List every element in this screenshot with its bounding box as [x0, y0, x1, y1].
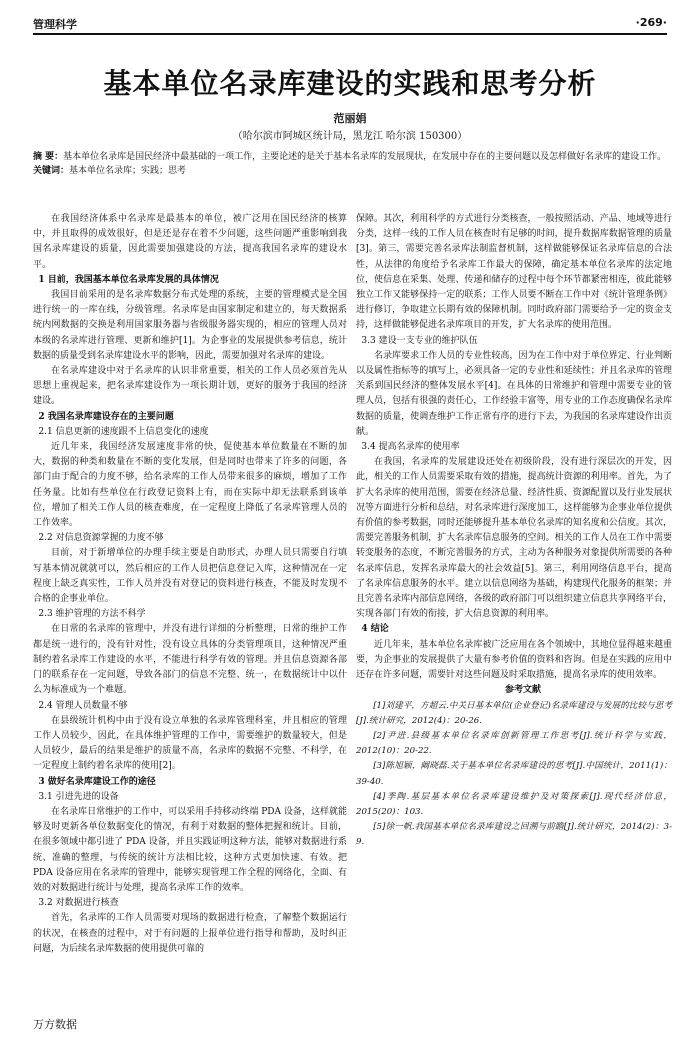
paragraph: 首先，名录库的工作人员需要对现场的数据进行检查，了解整个数据运行的状况，在核查的过程中，对于有问题的上报单位进行指导和帮助，及时纠正问题，为后续名录库数据的使用提供可靠的 [33, 913, 347, 954]
page-number: ·269· [635, 16, 667, 29]
running-header [33, 14, 667, 36]
right-column [356, 212, 672, 851]
reference-item: [3]陈旭颖，阚晓磊.关于基本单位名录库建设的思考[J].中国统计，2011(1)：39-40. [356, 761, 672, 787]
abstract [33, 150, 673, 164]
keywords [33, 164, 673, 178]
section-heading: 3 做好名录库建设工作的途径 [38, 776, 156, 787]
paragraph: 近几年来，基本单位名录库被广泛应用在各个领域中，其地位显得越来越重要，为企事业的发展提供了大量有参考价值的资料和咨询。但是在实践的应用中还存在许多问题，需要针对这些问题及时采取措施，提高名录库的使用效率。 [356, 639, 672, 681]
left-column [33, 212, 347, 957]
paragraph: 保障。其次，利用科学的方式进行分类核查，一般按照活动、产品、地域等进行分类，这样一线的工作人员在核查时有足够的时间，提升数据库数据管理的质量[3]。第三，需要完善名录库法制监督机制，这样做能够保证名录库信息的合法性，从法律的角度给予名录库工作最大的保障，确定基本单位名录库的法定地位，使信息在采集、处理、传递和储存的过程中每个环节都紧密相连，彼此能够独立工作又能够保持一定的联系；工作人员要不断在工作中对《统计管理条例》进行修订，争取建立长期有效的保障机制。同时政府部门需要给予一定的资金支持，这样做能够促进名录库项目的开发，扩大名录库的使用范围。 [356, 214, 672, 331]
paragraph: 名录库要求工作人员的专业性较高，因为在工作中对于单位界定、行业判断以及属性指标等的填写上，必须具备一定的专业性和延续性；并且名录库的管理关系到国民经济的整体发展水平[4]。在具体的日常维护和管理中需要专业的管理人员，包括有很强的责任心，工作经验丰富等，用专业的工作态度确保名录库数据的质量，使调查维护工作正常有序的进行下去，为我国的名录库建设作出贡献。 [356, 350, 672, 437]
subsection-heading: 2.1 信息更新的速度跟不上信息变化的速度 [38, 426, 209, 437]
subsection-heading: 3.3 建设一支专业的维护队伍 [361, 335, 478, 346]
reference-item: [2]尹进.县级基本单位名录库创新管理工作思考[J].统计科学与实践，2012(10)：20-22. [356, 730, 672, 757]
subsection-heading: 3.4 提高名录库的使用率 [361, 442, 460, 453]
reference-item: [4]季陶.基层基本单位名录库建设维护及对策探索[J].现代经济信息，2015(20)：103. [356, 791, 672, 817]
subsection-heading: 2.4 管理人员数量不够 [38, 700, 128, 711]
section-heading: 1 目前，我国基本单位名录库发展的具体情况 [38, 274, 219, 285]
subsection-heading: 2.2 对信息资源掌握的力度不够 [38, 533, 164, 544]
paragraph: 在县级统计机构中由于没有设立单独的名录库管理科室，并且相应的管理工作人员较少，因此，在具体维护管理的工作中，需要维护的数量较大，但是人员较少，最后的结果是维护的质量不高，名录库的数据不完整、不科学，在一定程度上制约着名录库的使用[2]。 [33, 715, 347, 772]
reference-item: [1]刘建平，方超云.中关日基本单位(企业登记)名录库建设与发展的比较与思考[J].统计研究，2012(4)：20-26. [356, 700, 672, 726]
paragraph: 在我国经济体系中名录库是最基本的单位，被广泛用在国民经济的核算中，并且取得的成效很好，但是还是存在着不少问题，这些问题严重影响到我国名录库建设的质量，因此需要加强建设的方法，提高我国名录库的建设水平。 [33, 214, 347, 270]
subsection-heading: 2.3 维护管理的方法不科学 [38, 609, 146, 620]
paragraph: 目前，对于新增单位的办理手续主要是自助形式，办理人员只需要自行填写基本情况就就可以，然后相应的工作人员把信息登记入库，这种情况在一定程度上缺乏真实性，工作人员并没有对登记的资料进行核查，不能及时发现不合格的企事业单位。 [33, 548, 347, 605]
header-rule [33, 33, 667, 35]
section-heading: 2 我国名录库建设存在的主要问题 [38, 411, 174, 422]
paragraph: 在名录库日常维护的工作中，可以采用手持移动终端 PDA 设备，这样就能够及时更新各单位数据变化的情况，有利于对数据的整体把握和统计。目前，在很多领域中都引进了 PDA 设备，并且实践证明这种方法，能够对数据进行系统、准确的整理，与传统的统计方法相比较，这种方式更加快速、有效。把 PDA 设备应用在名录库的管理中，能够实现管理工作全程的网络化，全面、有效的对数据进行统计与处理，提高名录库工作的效率。 [33, 806, 347, 893]
paragraph: 在我国，名录库的发展建设还处在初级阶段，没有进行深层次的开发，因此，相关的工作人员需要采取有效的措施，提高统计资源的利用率。首先，为了扩大名录库的使用范围，需要在经济总量、经济性质、资源配置以及行业发展状况等方面进行分析和总结，对名录库进行深度加工，这样能够为企事业单位提供有价值的参考数据，同时还能够提升基本单位名录库的知名度和公信度。其次，需要完善服务机制，扩大名录库信息服务的空间。相关的工作人员在工作中需要转变服务的态度，不断完善服务的方式，主动为各种服务对象提供所需要的各种名录库信息，发挥名录库最大的社会效益[5]。第三，利用网络信息平台，提高了名录库信息服务的水平。建立以信息网络为基础，构建现代化服务的框架；并且完善名录库内部信息网络，各级的政府部门可以组织建立信息共享网络平台，实现各部门有效的衔接，扩大信息资源的利用率。 [356, 457, 672, 620]
references-heading: 参考文献 [504, 685, 541, 696]
author: 范丽娟 [333, 112, 367, 125]
paragraph: 我国目前采用的是名录库数据分布式处理的系统，主要的管理模式是全国进行统一的一库在线，分级管理。名录库是由国家制定和建立的，每天数据系统内网数据的交换是利用国家服务器与省级服务器实现的，相应的管理人员对本级的名录库进行管理、更新和维护[1]。为企事业的发展提供参考信息，统计数据的质量受到名录库建设水平的影响，因此，需要加强对名录库的建设。 [33, 290, 347, 361]
paragraph: 在日常的名录库的管理中，并没有进行详细的分析整理，日常的维护工作都是统一进行的，没有针对性，没有设立具体的分类管理项目，这种情况严重制约着名录库工作建设的水平，不能进行科学有效的管理。并且信息资源各部门的联系存在一定问题，导致各部门的信息不完整、统一，在数据统计中以什么为标准成为一个难题。 [33, 624, 347, 696]
abstract-block [33, 150, 673, 178]
paragraph: 在名录库建设中对于名录库的认识非常重要，相关的工作人员必须首先从思想上重视起来，把名录库建设作为一项长期计划，更好的服务于我国的经济建设。 [33, 366, 347, 407]
affiliation: （哈尔滨市阿城区统计局，黑龙江 哈尔滨 150300） [232, 131, 468, 142]
footer-watermark: 万方数据 [33, 1018, 77, 1031]
paragraph: 近几年来，我国经济发展速度非常的快，促使基本单位数量在不断的加大，数据的种类和数量在不断的变化发展，但是同时也带来了许多的问题，各部门由于配合的力度不够，给名录库的工作人员带来很多的麻烦，增加了工作任务量。比如有些单位在行政登记资料上有，而在实际中却无法联系到该单位，增加了相关工作人员的核查难度，在一定程度上降低了名录库管理人员的工作效率。 [33, 442, 347, 529]
keywords-text: 基本单位名录库；实践；思考 [69, 166, 187, 176]
subsection-heading: 3.1 引进先进的设备 [38, 791, 119, 802]
abstract-text: 基本单位名录库是国民经济中最基础的一项工作，主要论述的是关于基本名录库的发展现状，在发展中存在的主要问题以及怎样做好名录库的建设工作。 [63, 152, 667, 162]
abstract-label: 摘 要： [33, 152, 64, 162]
reference-item: [5]徐一帆.我国基本单位名录库建设之回溯与前瞻[J].统计研究，2014(2)：3-9. [356, 822, 672, 848]
journal-name: 管理科学 [33, 18, 77, 31]
keywords-label: 关键词： [33, 166, 70, 176]
subsection-heading: 3.2 对数据进行核查 [38, 898, 119, 909]
article-title: 基本单位名录库建设的实践和思考分析 [103, 67, 597, 100]
section-heading: 4 结论 [361, 624, 389, 635]
